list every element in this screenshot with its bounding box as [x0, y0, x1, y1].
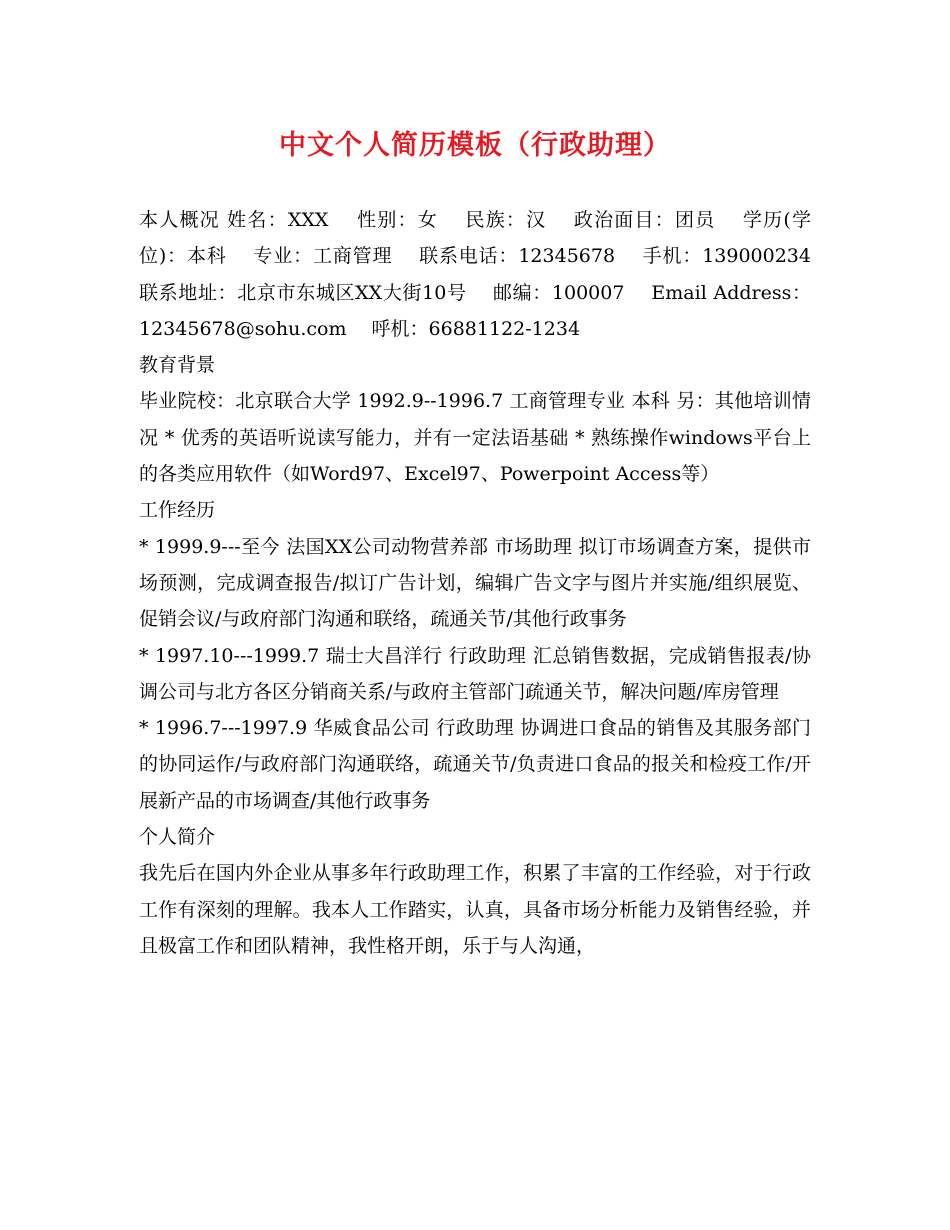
document-title: 中文个人简历模板（行政助理）: [279, 130, 671, 161]
work-entry: * 1997.10---1999.7 瑞士大昌洋行 行政助理 汇总销售数据，完成销售报表/协调公司与北方各区分销商关系/与政府主管部门疏通关节，解决问题/库房管理: [139, 644, 811, 703]
profile-text: 我先后在国内外企业从事多年行政助理工作，积累了丰富的工作经验，对于行政工作有深刻的理解。我本人工作踏实，认真，具备市场分析能力及销售经验，并且极富工作和团队精神，我性格开朗，乐于与人沟通，: [139, 862, 811, 957]
profile-heading: 个人简介: [139, 826, 216, 849]
work-entry: * 1999.9---至今 法国XX公司动物营养部 市场助理 拟订市场调查方案，提供市场预测，完成调查报告/拟订广告计划，编辑广告文字与图片并实施/组织展览、促销会议/与政府部门沟通和联络，疏通关节/其他行政事务: [139, 535, 811, 631]
work-entry: * 1996.7---1997.9 华威食品公司 行政助理 协调进口食品的销售及其服务部门的协同运作/与政府部门沟通联络，疏通关节/负责进口食品的报关和检疫工作/开展新产品的市场调查/其他行政事务: [139, 717, 811, 812]
education-text: 毕业院校：北京联合大学 1992.9--1996.7 工商管理专业 本科 另：其他培训情况 * 优秀的英语听说读写能力，并有一定法语基础 * 熟练操作windows平台上的各类应用软件（如Word97、Excel97、Powerpoint Access等）: [139, 390, 811, 486]
education-heading: 教育背景: [139, 354, 216, 377]
document-body: [139, 202, 837, 964]
personal-overview: 本人概况 姓名：XXX 性别：女 民族：汉 政治面目：团员 学历(学位)：本科 专业：工商管理 联系电话：12345678 手机：139000234 联系地址：北京市东城区XX大街10号 邮编：100007 Email Address： 12345678@sohu.com 呼机：66881122-1234: [139, 209, 837, 340]
work-heading: 工作经历: [139, 499, 216, 522]
